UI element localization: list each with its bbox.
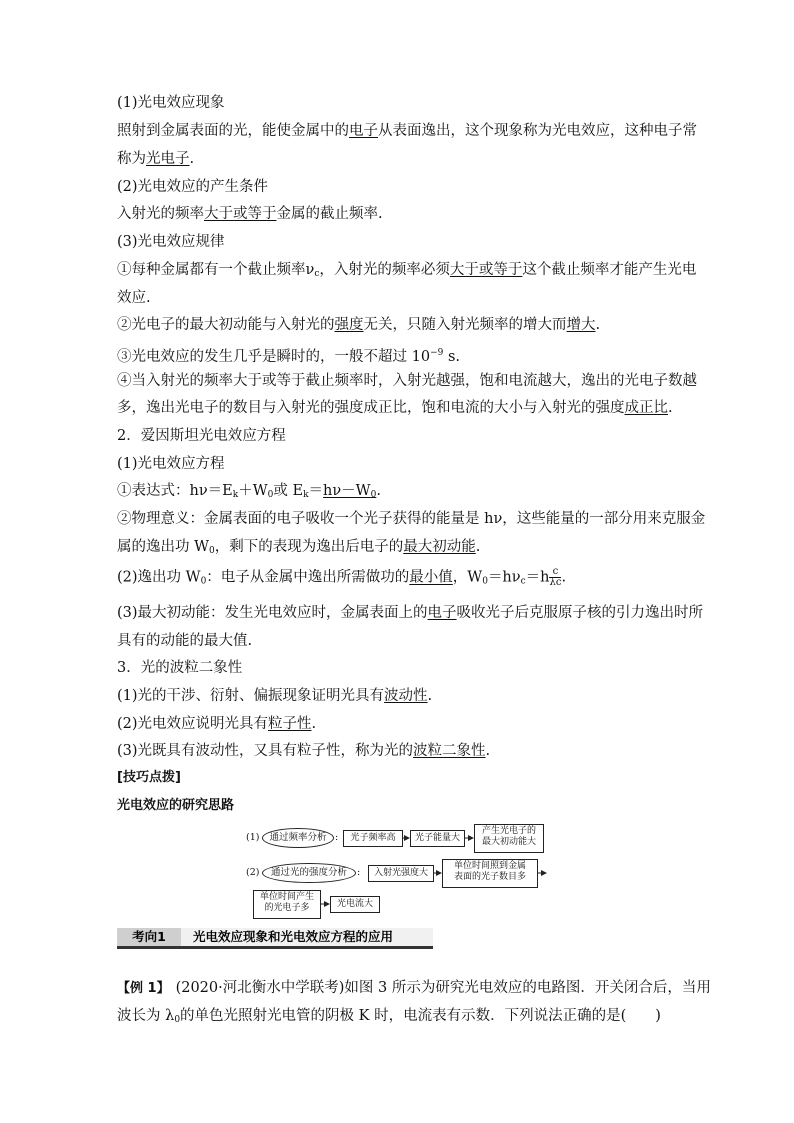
text: 的单色光照射光电管的阴极 K 时，电流表有示数．下列说法正确的是( ) [180,1008,661,1024]
subscript: k [232,490,239,500]
underlined-answer: 粒子性 [268,716,312,732]
text: (2)逸出功 W [117,569,201,586]
example-line [117,1006,661,1030]
underlined-answer: 电子 [349,123,378,139]
subscript: c [314,269,320,279]
superscript: −9 [430,348,444,358]
text: ①表达式：hν＝E [117,483,233,499]
text: (2020·河北衡水中学联考)如图 3 所示为研究光电效应的电路图．开关闭合后，当用 [175,980,711,996]
underlined-answer: 光电子 [146,151,190,167]
topic-banner [117,928,433,949]
underlined-answer: 强度 [334,317,364,333]
text: ②光电子的最大初动能与入射光的 [117,317,335,333]
text: . [485,743,491,759]
section-heading-wave-particle: 3．光的波粒二象性 [117,660,243,676]
large-max-kinetic-energy-box: 产生光电子的 最大初动能大 [474,824,544,853]
subscript: 0 [174,1015,181,1025]
text: (2)光电效应说明光具有 [117,716,269,732]
subscript: 0 [200,576,207,587]
text: 吸收光子后克服原子核的引力逸出时所 [456,605,704,621]
text: 或 E [273,483,304,499]
text: ：电子从金属中逸出所需做功的 [206,569,410,586]
subscript: c [520,576,526,587]
text: 从表面逸出，这个现象称为光电效应，这种电子常 [378,123,697,139]
subsection-heading: (1)光电效应方程 [117,456,225,472]
underlined-answer: 最大初动能 [403,539,476,555]
text: 属的逸出功 W [117,539,210,555]
section-heading-conditions: (2)光电效应的产生条件 [117,179,269,195]
text: ＝ [308,483,324,499]
colon: : [357,867,361,878]
text: . [189,151,195,167]
intensity-analysis-ellipse: 通过光的强度分析 [262,863,356,883]
text: s. [443,349,461,365]
underlined-answer: 电子 [427,605,457,621]
text: ＝h [525,569,550,586]
more-photoelectrons-box: 单位时间产生 的光电子多 [253,890,321,919]
underlined-answer: 波动性 [384,688,428,704]
text: . [311,716,317,732]
underlined-answer: 最小值 [409,569,453,586]
numerator: c [549,567,561,578]
text: ，入射光的频率必须 [319,262,450,278]
text: 称为 [117,151,146,167]
subscript: k [303,490,309,500]
subscript: 0 [482,576,488,587]
text: . [595,317,601,333]
topic-tag: 考向1 [117,928,181,946]
section-heading-photoelectric-phenomenon: (1)光电效应现象 [117,95,225,111]
paragraph-line: 效应. [117,290,151,306]
row-1-number: (1) [246,832,260,843]
text: ，W [452,569,483,586]
text: ＋W [238,483,268,499]
high-photon-energy-box: 光子能量大 [410,830,465,847]
text: hν－W [323,483,371,499]
section-heading-laws: (3)光电效应规律 [117,234,225,250]
text: ＝hν [487,569,521,586]
text: 金属的截止频率. [276,206,383,222]
example-label: 【例 1】 [117,981,170,996]
text: ③光电效应的发生几乎是瞬时的，一般不超过 10 [117,349,431,365]
subscript: 0 [370,490,377,500]
example-line [117,978,711,999]
text: . [561,569,567,586]
topic-title: 光电效应现象和光电效应方程的应用 [193,929,394,944]
more-photons-box: 单位时间照到金属 表面的光子数目多 [442,859,538,888]
text: . [475,539,481,555]
underlined-answer: 大于或等于 [204,206,277,222]
text: (3)光既具有波动性，又具有粒子性，称为光的 [117,743,414,759]
text: (3)最大初动能：发生光电效应时，金属表面上的 [117,605,428,621]
research-approach-heading: 光电效应的研究思路 [117,798,235,813]
paragraph-line: ④当入射光的频率大于或等于截止频率时，入射光越强，饱和电流越大，逸出的光电子数越 [117,373,697,389]
text: 多，逸出光电子的数目与入射光的强度成正比，饱和电流的大小与入射光的强度 [117,400,625,416]
underlined-answer: 大于或等于 [449,262,523,278]
row-2-number: (2) [246,867,260,878]
text: 照射到金属表面的光，能使金属中的 [117,123,349,139]
paragraph-line: 具有的动能的最大值. [117,633,253,649]
subscript: 0 [209,546,215,556]
frequency-analysis-ellipse: 通过频率分析 [262,828,334,848]
colon: : [335,832,339,843]
large-photocurrent-box: 光电流大 [330,896,380,913]
text: 无关，只随入射光频率的增大而 [363,317,567,333]
paragraph-line: ②物理意义：金属表面的电子吸收一个光子获得的能量是 hν，这些能量的一部分用来克服金 [117,511,706,527]
text: 波长为 λ [117,1008,175,1024]
underlined-answer: 成正比 [624,400,668,416]
text: ①每种金属都有一个截止频率ν [117,262,315,278]
subscript: 0 [267,490,274,500]
high-intensity-box: 入射光强度大 [368,865,434,882]
text: 入射光的频率 [117,206,204,222]
text: ，剩下的表现为逸出后电子的 [214,539,404,555]
text: (1)光的干涉、衍射、偏振现象证明光具有 [117,688,385,704]
tips-heading: [技巧点拨] [117,770,181,785]
high-photon-frequency-box: 光子频率高 [343,830,403,847]
text: 这个截止频率才能产生光电 [522,262,697,278]
text: . [668,400,673,416]
denominator: λc [549,577,562,588]
underlined-answer: 增大 [566,317,596,333]
section-heading-einstein-equation: 2．爱因斯坦光电效应方程 [117,428,286,444]
text: . [376,483,381,499]
underlined-answer: 波粒二象性 [413,743,486,759]
text: . [427,688,433,704]
